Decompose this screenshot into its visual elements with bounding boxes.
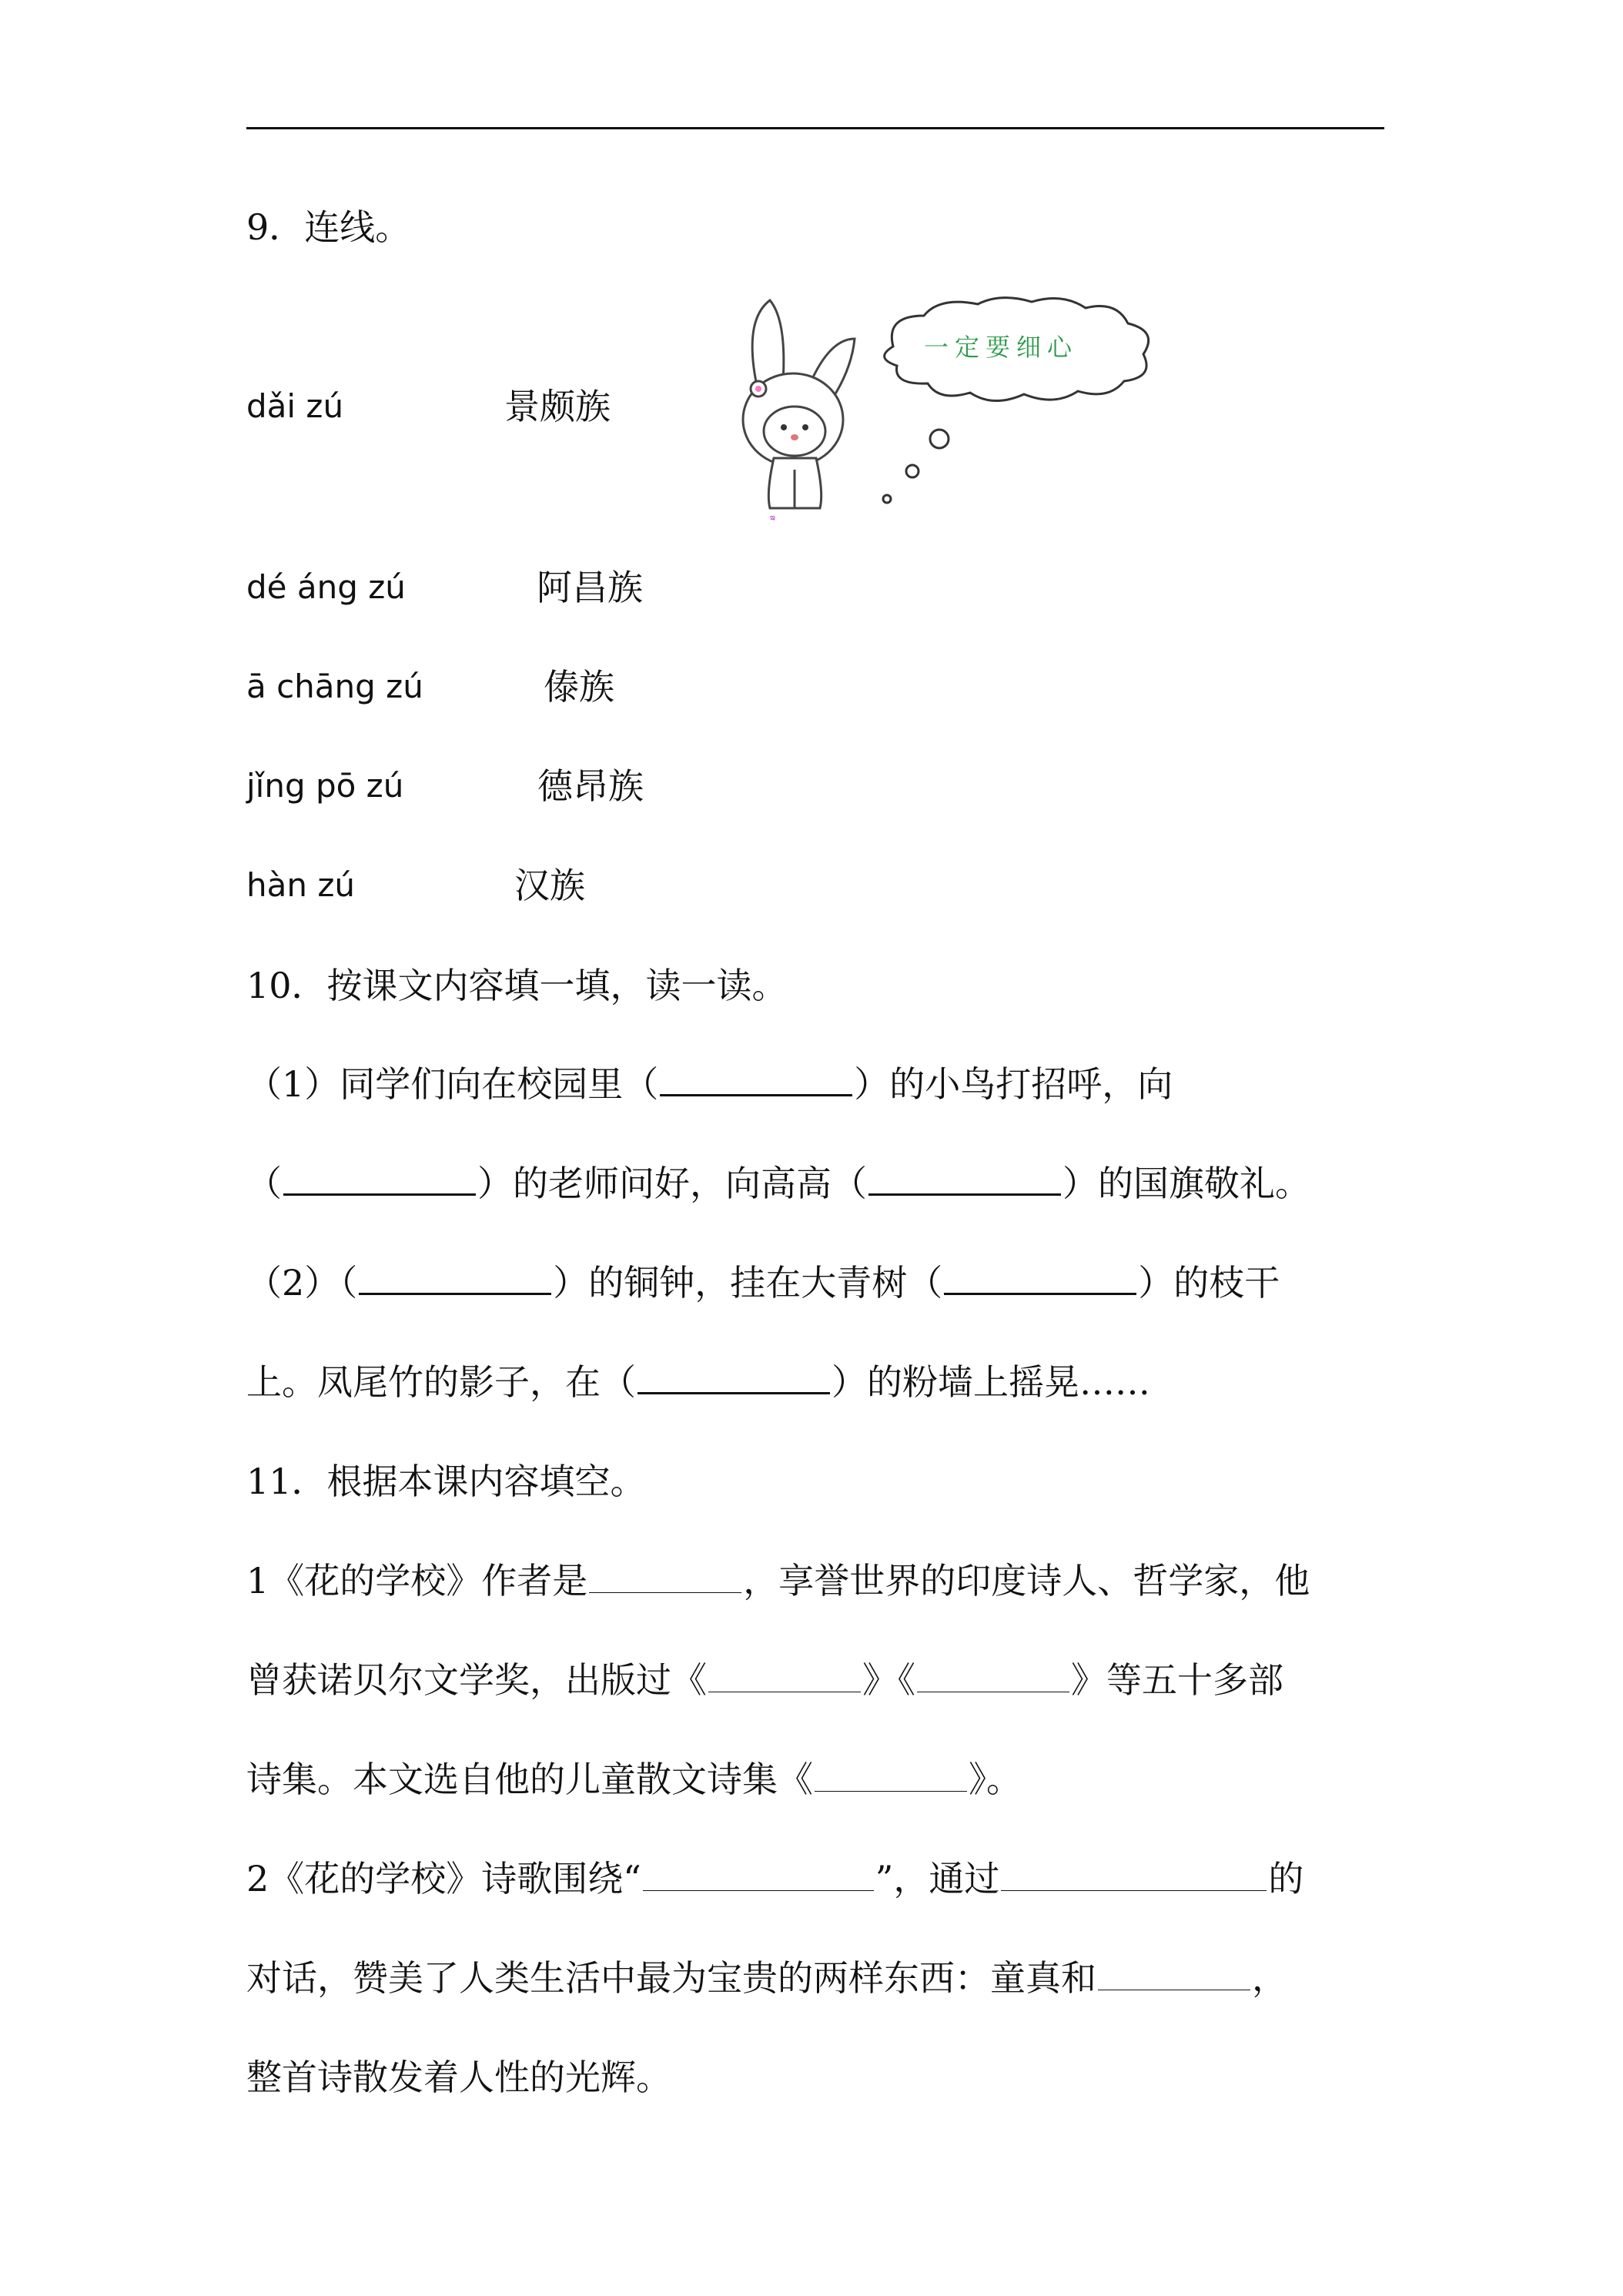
- text-segment: ）的枝干: [1138, 1262, 1280, 1304]
- fill-blank[interactable]: [1098, 1959, 1250, 1990]
- fill-blank[interactable]: [944, 1262, 1136, 1295]
- text-segment: ）的小鸟打招呼，向: [854, 1063, 1173, 1105]
- bubble-text: 一定要细心: [923, 333, 1079, 362]
- text-segment: ）的铜钟，挂在大青树（: [553, 1262, 943, 1304]
- fill-blank[interactable]: [283, 1163, 476, 1196]
- text-segment: （2）（: [246, 1262, 358, 1304]
- text-segment: 的: [1268, 1858, 1304, 1899]
- fill-blank[interactable]: [643, 1859, 874, 1891]
- text-segment: 诗集。本文选自他的儿童散文诗集《: [246, 1759, 813, 1800]
- text-segment: 》等五十多部: [1071, 1659, 1283, 1701]
- fill-blank[interactable]: [589, 1561, 741, 1593]
- pinyin-item: hàn zú: [246, 866, 355, 904]
- q11-line-1: [246, 1558, 1310, 1604]
- bunny-character-icon: [743, 300, 855, 508]
- q9-title: 9．连线。: [246, 206, 411, 248]
- pinyin-item: dǎi zú: [246, 387, 344, 425]
- text-segment: ）的国旗敬礼。: [1062, 1163, 1310, 1204]
- pinyin-item: dé áng zú: [246, 568, 406, 606]
- text-segment: 曾获诺贝尔文学奖，出版过《: [246, 1659, 707, 1701]
- q11-line-2: [246, 1657, 1283, 1703]
- header-rule: [246, 127, 1384, 129]
- q10-line-4: [246, 1359, 1150, 1405]
- q10-title: 10．按课文内容填一填，读一读。: [246, 965, 788, 1006]
- text-segment: 对话，赞美了人类生活中最为宝贵的两样东西：童真和: [246, 1957, 1096, 1999]
- pinyin-item: jǐng pō zú: [246, 767, 404, 805]
- text-segment: 》。: [969, 1759, 1022, 1800]
- text-segment: 2《花的学校》诗歌围绕“: [246, 1858, 641, 1899]
- text-segment: ）的粉墙上摇晃……: [832, 1361, 1150, 1403]
- q11-line-4: [246, 1856, 1303, 1902]
- fill-blank[interactable]: [637, 1361, 830, 1394]
- q11-line-6: 整首诗散发着人性的光辉。: [246, 2057, 671, 2098]
- text-segment: 》《: [862, 1659, 915, 1701]
- pinyin-item: ā chāng zú: [246, 668, 423, 705]
- text-segment: 上。凤尾竹的影子，在（: [246, 1361, 636, 1403]
- fill-blank[interactable]: [708, 1661, 861, 1692]
- ethnic-name-item: 傣族: [544, 666, 614, 708]
- ethnic-name-item: 德昂族: [537, 765, 644, 807]
- q11-line-3: [246, 1756, 1022, 1802]
- thought-bubble-icon: [883, 298, 1149, 503]
- fill-blank[interactable]: [868, 1163, 1061, 1196]
- text-segment: （: [246, 1163, 282, 1204]
- text-segment: ）的老师问好，向高高（: [477, 1163, 867, 1204]
- text-segment: ，: [1252, 1957, 1287, 1999]
- text-segment: ，享誉世界的印度诗人、哲学家，他: [743, 1560, 1310, 1602]
- mascot-illustration: [708, 293, 1263, 524]
- text-segment: （1）同学们向在校园里（: [246, 1063, 659, 1105]
- text-segment: 1《花的学校》作者是: [246, 1560, 588, 1602]
- fill-blank[interactable]: [359, 1262, 551, 1295]
- ethnic-name-item: 汉族: [514, 865, 585, 906]
- q10-line-3: [246, 1260, 1280, 1306]
- q11-title: 11．根据本课内容填空。: [246, 1461, 646, 1502]
- fill-blank[interactable]: [815, 1760, 967, 1792]
- fill-blank[interactable]: [1001, 1859, 1267, 1891]
- ethnic-name-item: 景颇族: [504, 386, 611, 427]
- ethnic-name-item: 阿昌族: [537, 567, 643, 608]
- text-segment: ”，通过: [875, 1858, 1000, 1899]
- fill-blank[interactable]: [917, 1661, 1069, 1692]
- svg-text:ఇ: ఇ: [770, 514, 775, 522]
- q10-line-2: [246, 1160, 1310, 1207]
- fill-blank[interactable]: [660, 1063, 852, 1096]
- q11-line-5: [246, 1955, 1287, 2001]
- q10-line-1: [246, 1061, 1173, 1107]
